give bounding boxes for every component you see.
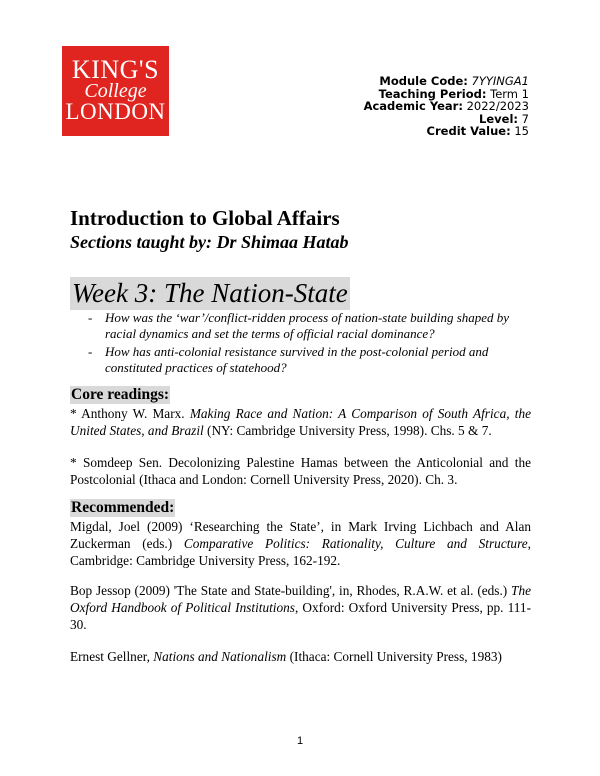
level-row: Level: 7	[479, 111, 529, 126]
guiding-questions	[88, 310, 530, 378]
module-meta	[364, 75, 529, 138]
teaching-period-row: Teaching Period: Term 1	[378, 86, 529, 101]
credit-value-row: Credit Value: 15	[426, 124, 529, 138]
core-readings-heading: Core readings:	[71, 386, 170, 403]
core-reading-item: * Anthony W. Marx. Making Race and Nation: A Comparison of South Africa, the United States, and Brazil (NY: Cambridge University Press, 1998). Chs. 5 & 7.	[70, 406, 532, 438]
week-title: Week 3: The Nation-State	[72, 278, 348, 308]
recommended-item: Migdal, Joel (2009) ‘Researching the State’, in Mark Irving Lichbach and Alan Zuckerman (eds.) Comparative Politics: Rationality, Culture and Structure, Cambridge: Cambridge University Press, 162-192.	[70, 519, 531, 568]
question-item: - How has anti-colonial resistance survived in the post-colonial period and constituted practices of statehood?	[88, 344, 530, 376]
recommended-item: Ernest Gellner, Nations and Nationalism (Ithaca: Cornell University Press, 1983)	[70, 649, 502, 664]
logo-line-2: College	[84, 80, 147, 102]
question-item: - How was the ‘war’/conflict-ridden process of nation-state building shaped by racial dynamics and set the terms of official racial dominance?	[88, 310, 530, 342]
page-number: 1	[296, 735, 304, 747]
kings-college-logo	[62, 46, 169, 136]
module-code-row: Module Code: 7YYINGA1	[379, 74, 529, 88]
core-reading-item: * Somdeep Sen. Decolonizing Palestine Hamas between the Anticolonial and the Postcolonial (Ithaca and London: Cornell University Press, 2020). Ch. 3.	[70, 455, 531, 487]
logo-line-1: KING'S	[71, 55, 160, 84]
recommended-heading: Recommended:	[71, 499, 175, 516]
logo-line-3: LONDON	[65, 99, 166, 124]
academic-year-row: Academic Year: 2022/2023	[363, 99, 529, 113]
recommended-item: Bop Jessop (2009) 'The State and State-building', in, Rhodes, R.A.W. et al. (eds.) The Oxford Handbook of Political Institutions, Oxford: Oxford University Press, pp. 111-30.	[70, 583, 531, 632]
course-title: Introduction to Global Affairs	[70, 206, 340, 230]
course-subtitle: Sections taught by: Dr Shimaa Hatab	[70, 232, 349, 252]
